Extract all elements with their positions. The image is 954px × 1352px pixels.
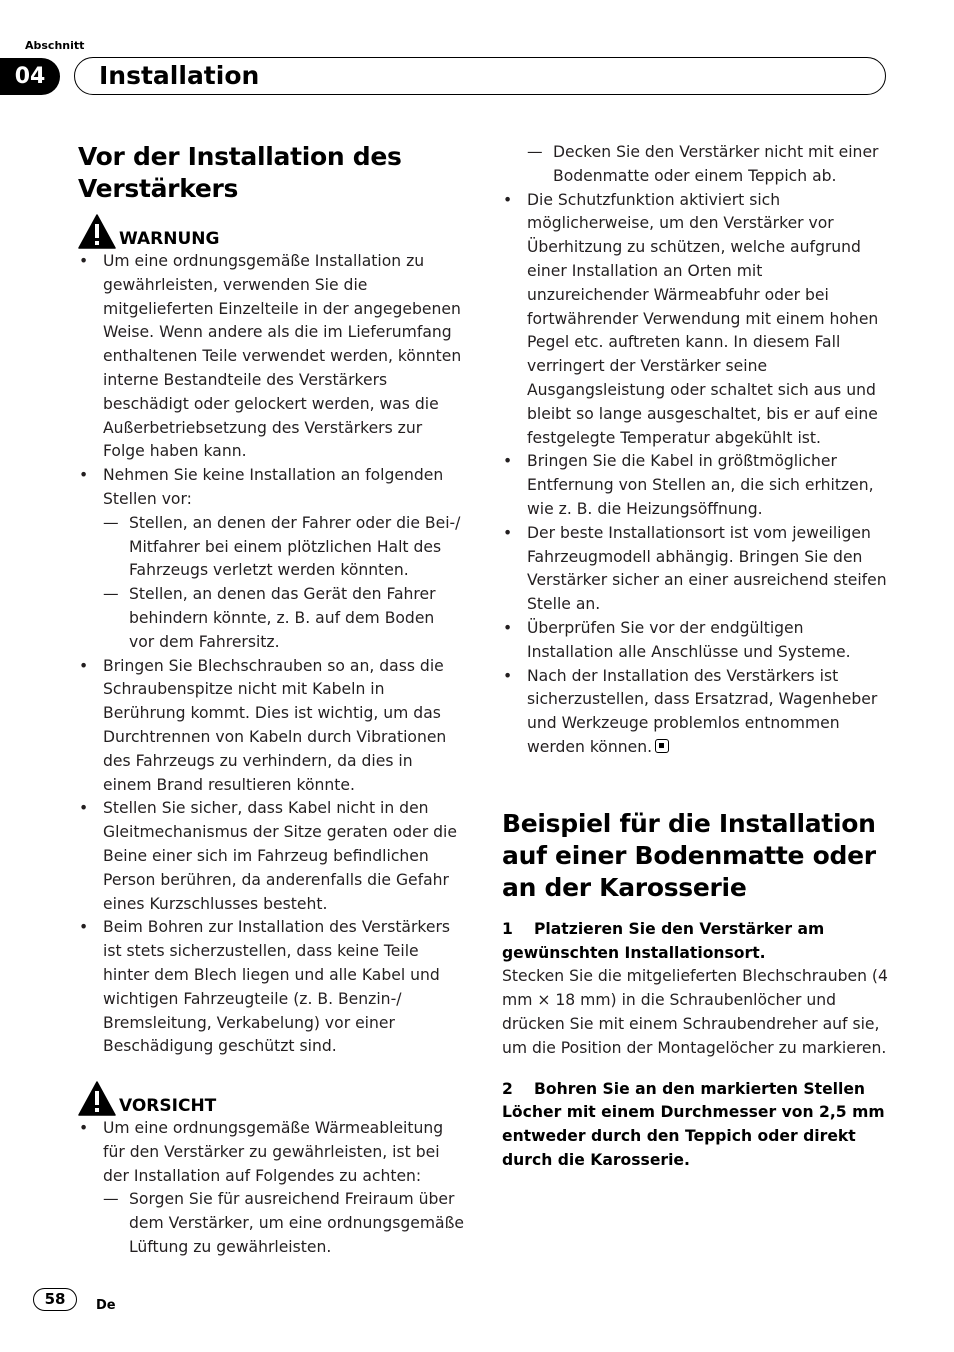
list-item-text: Um eine ordnungsgemäße Wärmeableitung für den Verstärker zu gewährleisten, ist bei der Installation auf Folgendes zu achten: xyxy=(103,1119,444,1185)
sub-list xyxy=(103,512,464,655)
step-1-number: 1 xyxy=(502,919,513,938)
page-heading: Vor der Installation des Verstärkers xyxy=(78,142,402,203)
caution-list-continued xyxy=(502,189,888,760)
warning-label: WARNUNG xyxy=(119,229,220,249)
section-title xyxy=(74,57,886,95)
sub-list-item: — Decken Sie den Verstärker nicht mit einer Bodenmatte oder einem Teppich ab. xyxy=(527,141,888,189)
sub-list xyxy=(103,1188,464,1259)
section-title-text: Installation xyxy=(99,61,260,90)
step-2-number: 2 xyxy=(502,1079,513,1098)
sub-list-item: — Stellen, an denen der Fahrer oder die Bei-/ Mitfahrer bei einem plötzlichen Halt des Fahrzeugs verletzt werden könnten. xyxy=(103,512,464,583)
list-item: • Die Schutzfunktion aktiviert sich möglicherweise, um den Verstärker vor Überhitzung zu schützen, welche aufgrund einer Installation an Orten mit unzureichender Wärmeabfuhr oder bei fortwährender Verwendung mit einem hohen Pegel etc. auftreten kann. In diesem Fall verringert der Verstärker seine Ausgangsleistung oder schaltet sich aus und bleibt so lange ausgeschaltet, bis er auf eine festgelegte Temperatur abgekühlt ist. xyxy=(502,189,888,451)
list-item: • Bringen Sie die Kabel in größtmöglicher Entfernung von Stellen an, die sich erhitzen, wie z. B. die Heizungsöffnung. xyxy=(502,450,888,521)
language-code: De xyxy=(96,1298,116,1313)
list-item: • Stellen Sie sicher, dass Kabel nicht in den Gleitmechanismus der Sitze geraten oder die Beine einer sich im Fahrzeug befindlichen Person berühren, da anderenfalls die Gefahr eines Kurzschlusses besteht. xyxy=(78,797,464,916)
list-item xyxy=(502,665,888,760)
left-column xyxy=(78,141,464,1260)
list-item: • Beim Bohren zur Installation des Verstärkers ist stets sicherzustellen, dass keine Teile hinter dem Blech liegen und alle Kabel und wichtigen Fahrzeugteile (z. B. Benzin-/ Bremsleitung, Verkabelung) vor einer Beschädigung geschützt sind. xyxy=(78,916,464,1059)
list-item: • Um eine ordnungsgemäße Installation zu gewährleisten, verwenden Sie die mitgelieferten Einzelteile in der angegebenen Weise. Wenn andere als die im Lieferumfang enthaltenen Teile verwendet werden, könnten interne Bestandteile des Verstärkers beschädigt oder gelockert werden, was die Außerbetriebsetzung des Verstärkers zur Folge haben kann. xyxy=(78,250,464,464)
warning-icon xyxy=(78,214,116,250)
list-item xyxy=(78,464,464,654)
warning-heading xyxy=(78,212,464,250)
list-item xyxy=(78,1117,464,1260)
step-1-title-text: Platzieren Sie den Verstärker am gewünschten Installationsort. xyxy=(502,919,825,962)
section-label: Abschnitt xyxy=(25,39,85,52)
caution-icon xyxy=(78,1081,116,1117)
list-item: • Überprüfen Sie vor der endgültigen Installation alle Anschlüsse und Systeme. xyxy=(502,617,888,665)
sub-list-item: — Stellen, an denen das Gerät den Fahrer behindern könnte, z. B. auf dem Boden vor dem Fahrersitz. xyxy=(103,583,464,654)
list-item: • Bringen Sie Blechschrauben so an, dass die Schraubenspitze nicht mit Kabeln in Berührung kommt. Dies ist wichtig, um das Durchtrennen von Kabeln durch Vibrationen des Fahrzeugs zu verhindern, da dies in einem Brand resultieren könnte. xyxy=(78,655,464,798)
caution-heading xyxy=(78,1079,464,1117)
end-of-section-icon xyxy=(655,739,669,753)
section-number: 04 xyxy=(0,58,60,95)
section-heading-example: Beispiel für die Installation auf einer Bodenmatte oder an der Karosserie xyxy=(502,808,876,902)
caution-label: VORSICHT xyxy=(119,1096,217,1117)
list-item-text: Nach der Installation des Verstärkers ist sicherzustellen, dass Ersatzrad, Wagenheber und Werkzeuge problemlos entnommen werden können. xyxy=(527,666,878,756)
list-item: • Der beste Installationsort ist vom jeweiligen Fahrzeugmodell abhängig. Bringen Sie den Verstärker sicher an einer ausreichend steifen Stelle an. xyxy=(502,522,888,617)
step-1-text: Stecken Sie die mitgelieferten Blechschrauben (4 mm × 18 mm) in die Schraubenlöcher und drücken Sie mit einem Schraubendreher auf sie, um die Position der Montagelöcher zu markieren. xyxy=(502,967,888,1057)
caution-list xyxy=(78,1117,464,1260)
right-column xyxy=(502,141,888,1173)
continued-sub-list xyxy=(502,141,888,189)
step-1-title xyxy=(502,918,888,966)
page-number: 58 xyxy=(33,1288,77,1311)
step-2-title-text: Bohren Sie an den markierten Stellen Löcher mit einem Durchmesser von 2,5 mm entweder durch den Teppich oder direkt durch die Karosserie. xyxy=(502,1079,885,1169)
warning-list xyxy=(78,250,464,1059)
step-2-title xyxy=(502,1078,888,1173)
sub-list-item: — Sorgen Sie für ausreichend Freiraum über dem Verstärker, um eine ordnungsgemäße Lüftung zu gewährleisten. xyxy=(103,1188,464,1259)
list-item-text: Nehmen Sie keine Installation an folgenden Stellen vor: xyxy=(103,466,444,508)
